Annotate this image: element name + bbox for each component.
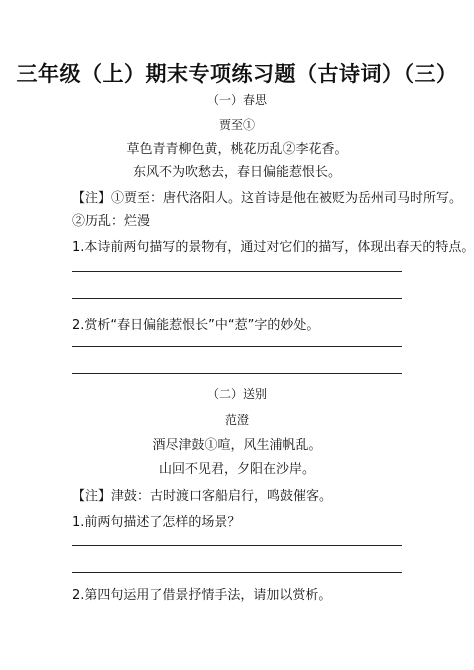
page-title: 三年级（上）期末专项练习题（古诗词）（三） [16, 62, 458, 86]
section2-heading: （二）送别 [206, 387, 267, 401]
answer-line[interactable] [72, 346, 402, 347]
answer-line[interactable] [72, 373, 402, 374]
section2-poem-line1: 酒尽津鼓①喧，风生浦帆乱。 [152, 438, 322, 453]
section2-question2: 2.第四句运用了借景抒情手法，请加以赏析。 [72, 588, 332, 603]
answer-line[interactable] [72, 572, 402, 573]
section2-question1: 1.前两句描述了怎样的场景？ [72, 515, 241, 530]
answer-line[interactable] [72, 298, 402, 299]
answer-line[interactable] [72, 545, 402, 546]
answer-line[interactable] [72, 271, 402, 272]
section1-question2: 2.赏析“春日偏能惹恨长”中“惹”字的妙处。 [72, 318, 320, 333]
section1-question1: 1.本诗前两句描写的景物有，通过对它们的描写，体现出春天的特点。 [72, 240, 474, 255]
section1-note-line1: 【注】①贾至：唐代洛阳人。这首诗是他在被贬为岳州司马时所写。 [72, 191, 463, 206]
section2-author: 范澄 [224, 413, 249, 427]
section1-poem-line2: 东风不为吹愁去，春日偏能惹恨长。 [132, 165, 341, 180]
section1-heading: （一）春思 [206, 93, 267, 107]
section2-note-line1: 【注】津鼓：古时渡口客船启行，鸣鼓催客。 [72, 489, 333, 504]
section2-poem-line2: 山回不见君，夕阳在沙岸。 [158, 462, 315, 477]
section1-author: 贾至① [218, 118, 255, 132]
section1-note-line2: ②历乱：烂漫 [72, 214, 151, 229]
section1-poem-line1: 草色青青柳色黄，桃花历乱②李花香。 [126, 142, 348, 157]
